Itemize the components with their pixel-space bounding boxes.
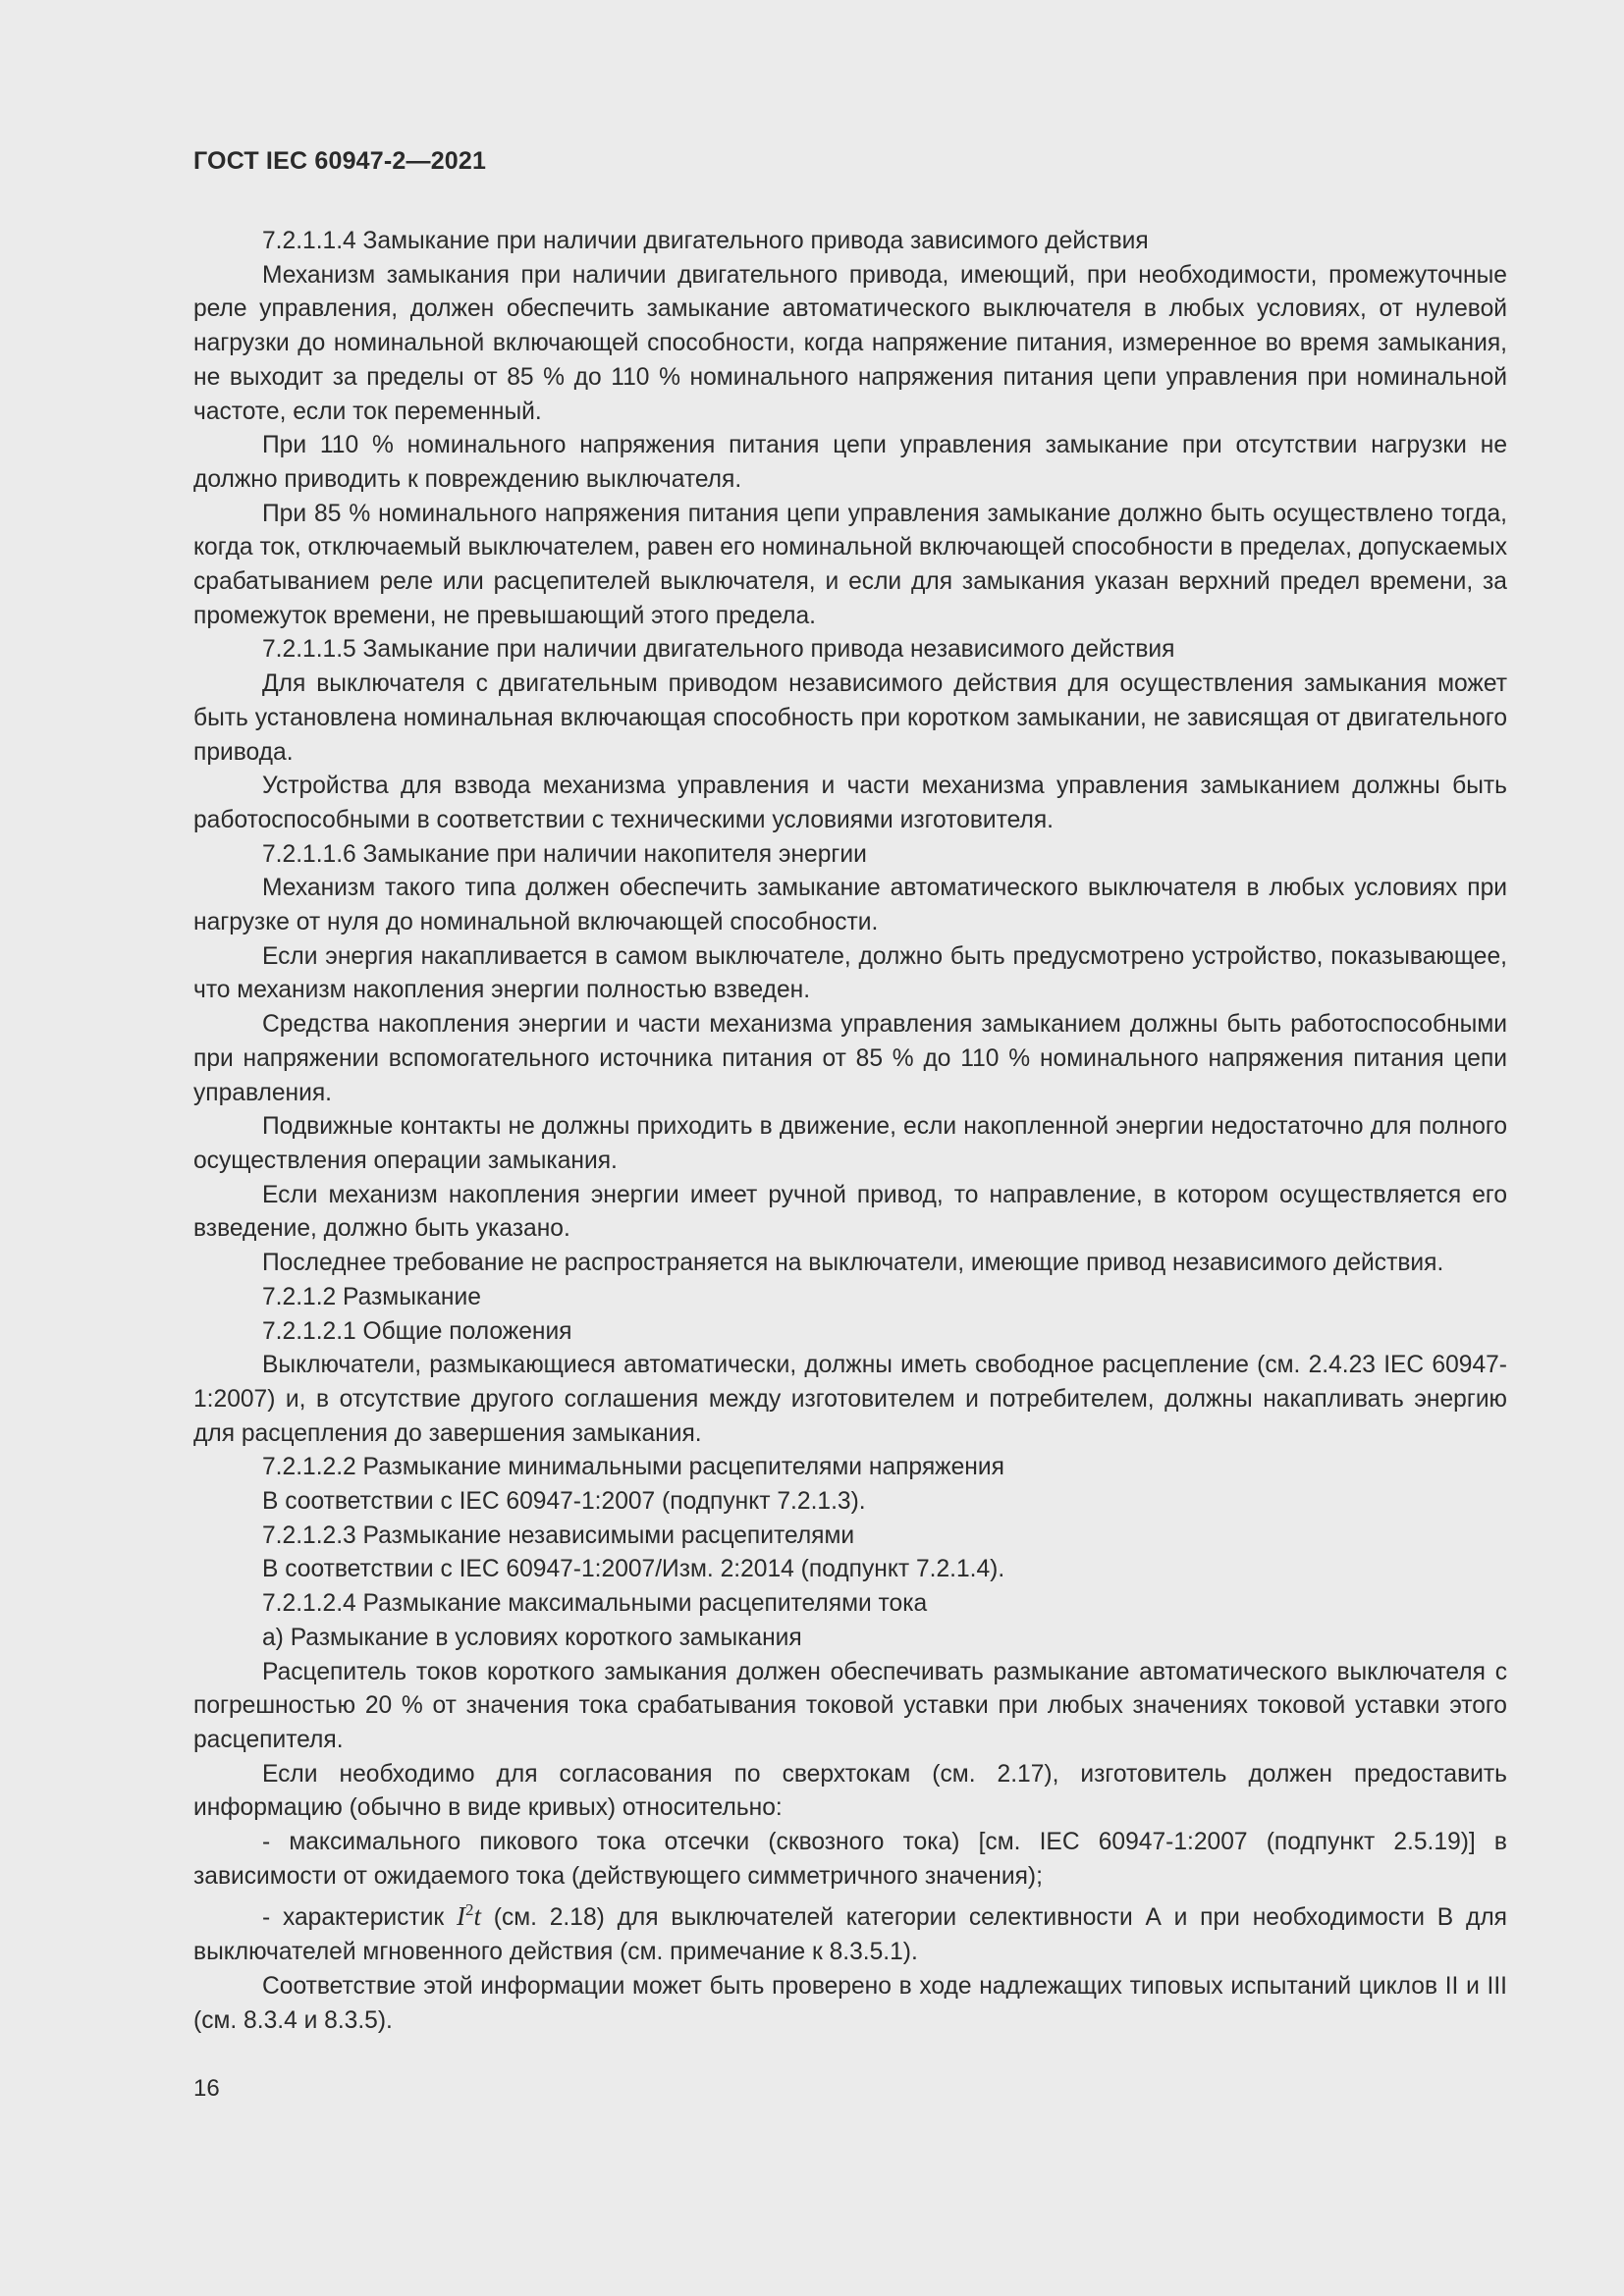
i2t-symbol <box>457 1901 481 1931</box>
section-heading: 7.2.1.2.2 Размыкание минимальными расцепителями напряжения <box>262 1454 1004 1481</box>
list-heading: а) Размыкание в условиях короткого замыкания <box>262 1624 802 1651</box>
paragraph: Механизм такого типа должен обеспечить замыкание автоматического выключателя в любых условиях при нагрузке от нуля до номинальной включающей способности. <box>193 875 1507 936</box>
section-heading: 7.2.1.2 Размыкание <box>262 1283 481 1310</box>
list-item <box>193 1894 1507 1969</box>
paragraph: Устройства для взвода механизма управления и части механизма управления замыканием должны быть работоспособными в соответствии с техническими условиями изготовителя. <box>193 773 1507 833</box>
paragraph: Подвижные контакты не должны приходить в движение, если накопленной энергии недостаточно для полного осуществления операции замыкания. <box>193 1113 1507 1174</box>
paragraph: Если необходимо для согласования по сверхтокам (см. 2.17), изготовитель должен предоставить информацию (обычно в виде кривых) относительно: <box>193 1760 1507 1822</box>
list-item-text: - характеристик <box>262 1904 457 1932</box>
section-heading: 7.2.1.1.5 Замыкание при наличии двигательного привода независимого действия <box>262 636 1175 664</box>
list-item-text: (см. 2.18) для выключателей категории селективности А и при необходимости В для выключателей мгновенного действия (см. примечание к 8.3.5.1). <box>193 1904 1507 1966</box>
paragraph: Для выключателя с двигательным приводом независимого действия для осуществления замыкания может быть установлена номинальная включающая способность при коротком замыкании, не зависящая от двигательного привода. <box>193 670 1507 766</box>
page-number: 16 <box>193 2075 220 2102</box>
i2t-symbol-exponent: 2 <box>464 1900 474 1920</box>
section-heading: 7.2.1.1.4 Замыкание при наличии двигательного привода зависимого действия <box>262 228 1149 254</box>
paragraph: В соответствии с IEC 60947-1:2007/Изм. 2:2014 (подпункт 7.2.1.4). <box>262 1556 1005 1583</box>
paragraph: Если механизм накопления энергии имеет ручной привод, то направление, в котором осуществляется его взведение, должно быть указано. <box>193 1181 1507 1243</box>
paragraph: При 110 % номинального напряжения питания цепи управления замыкание при отсутствии нагрузки не должно приводить к повреждению выключателя. <box>193 432 1507 493</box>
document-body <box>193 225 1507 2038</box>
paragraph: В соответствии с IEC 60947-1:2007 (подпункт 7.2.1.3). <box>262 1488 866 1516</box>
paragraph: Последнее требование не распространяется на выключатели, имеющие привод независимого действия. <box>262 1250 1444 1277</box>
paragraph: Механизм замыкания при наличии двигательного привода, имеющий, при необходимости, промежуточные реле управления, должен обеспечить замыкание автоматического выключателя в любых условиях, от нулевой нагрузки до номинальной включающей способности, когда напряжение питания, измеренное во время замыкания, не выходит за пределы от 85 % до 110 % номинального напряжения питания цепи управления при номинальной частоте, если ток переменный. <box>193 261 1507 425</box>
paragraph: Соответствие этой информации может быть проверено в ходе надлежащих типовых испытаний циклов II и III (см. 8.3.4 и 8.3.5). <box>193 1972 1507 2034</box>
list-item: - максимального пикового тока отсечки (сквозного тока) [см. IEC 60947-1:2007 (подпункт 2.5.19)] в зависимости от ожидаемого тока (действующего симметричного значения); <box>193 1829 1507 1890</box>
paragraph: Если энергия накапливается в самом выключателе, должно быть предусмотрено устройство, показывающее, что механизм накопления энергии полностью взведен. <box>193 942 1507 1004</box>
paragraph: Средства накопления энергии и части механизма управления замыканием должны быть работоспособными при напряжении вспомогательного источника питания от 85 % до 110 % номинального напряжения питания цепи управления. <box>193 1011 1507 1106</box>
section-heading: 7.2.1.2.3 Размыкание независимыми расцепителями <box>262 1522 855 1549</box>
i2t-symbol-t: t <box>473 1901 481 1932</box>
paragraph: Выключатели, размыкающиеся автоматически, должны иметь свободное расцепление (см. 2.4.23 IEC 60947-1:2007) и, в отсутствие другого соглашения между изготовителем и потребителем, должны накапливать энергию для расцепления до завершения замыкания. <box>193 1352 1507 1447</box>
section-heading: 7.2.1.2.4 Размыкание максимальными расцепителями тока <box>262 1590 928 1618</box>
document-header: ГОСТ IEC 60947-2—2021 <box>193 147 487 175</box>
paragraph: При 85 % номинального напряжения питания цепи управления замыкание должно быть осуществлено тогда, когда ток, отключаемый выключателем, равен его номинальной включающей способности в пределах, допускаемых срабатыванием реле или расцепителей выключателя, и если для замыкания указан верхний предел времени, за промежуток времени, не превышающий этого предела. <box>193 500 1507 629</box>
i2t-symbol-base: I <box>456 1901 465 1932</box>
paragraph: Расцепитель токов короткого замыкания должен обеспечивать размыкание автоматического выключателя с погрешностью 20 % от значения тока срабатывания токовой уставки при любых значениях токовой уставки этого расцепителя. <box>193 1658 1507 1753</box>
section-heading: 7.2.1.1.6 Замыкание при наличии накопителя энергии <box>262 840 867 868</box>
section-heading: 7.2.1.2.1 Общие положения <box>262 1317 572 1345</box>
